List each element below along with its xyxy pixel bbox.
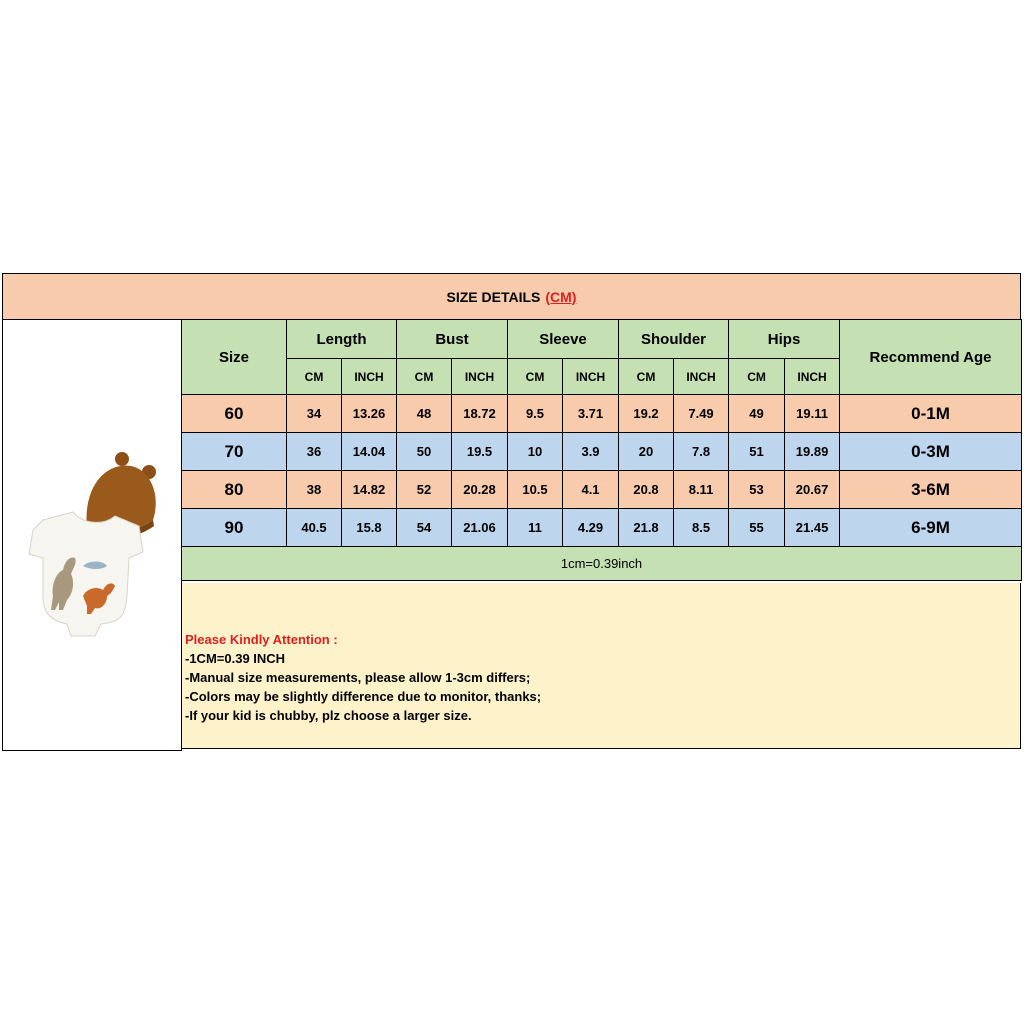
value-cell: 34 <box>287 395 342 433</box>
subheader-cm: CM <box>397 359 452 395</box>
value-cell: 3.71 <box>563 395 619 433</box>
value-cell: 14.04 <box>342 433 397 471</box>
age-cell: 6-9M <box>840 509 1022 547</box>
value-cell: 11 <box>508 509 563 547</box>
subheader-inch: INCH <box>674 359 729 395</box>
age-cell: 3-6M <box>840 471 1022 509</box>
value-cell: 19.89 <box>785 433 840 471</box>
value-cell: 18.72 <box>452 395 508 433</box>
table-row <box>182 471 1022 509</box>
value-cell: 14.82 <box>342 471 397 509</box>
value-cell: 51 <box>729 433 785 471</box>
value-cell: 7.8 <box>674 433 729 471</box>
subheader-inch: INCH <box>785 359 840 395</box>
table-row <box>182 509 1022 547</box>
value-cell: 4.1 <box>563 471 619 509</box>
header-recommend-age: Recommend Age <box>840 320 1022 395</box>
size-cell: 90 <box>182 509 287 547</box>
product-image-cell <box>2 319 182 751</box>
value-cell: 53 <box>729 471 785 509</box>
value-cell: 19.5 <box>452 433 508 471</box>
age-cell: 0-1M <box>840 395 1022 433</box>
header-length: Length <box>287 320 397 359</box>
header-hips: Hips <box>729 320 840 359</box>
subheader-cm: CM <box>287 359 342 395</box>
value-cell: 10.5 <box>508 471 563 509</box>
age-cell: 0-3M <box>840 433 1022 471</box>
value-cell: 7.49 <box>674 395 729 433</box>
value-cell: 36 <box>287 433 342 471</box>
size-cell: 70 <box>182 433 287 471</box>
size-table <box>181 319 1022 581</box>
notes-line: -Colors may be slightly difference due to monitor, thanks; <box>185 689 542 704</box>
subheader-inch: INCH <box>342 359 397 395</box>
value-cell: 52 <box>397 471 452 509</box>
subheader-cm: CM <box>619 359 674 395</box>
value-cell: 49 <box>729 395 785 433</box>
value-cell: 38 <box>287 471 342 509</box>
value-cell: 4.29 <box>563 509 619 547</box>
product-image <box>3 320 181 750</box>
value-cell: 55 <box>729 509 785 547</box>
title-bar <box>2 273 1021 319</box>
value-cell: 19.2 <box>619 395 674 433</box>
value-cell: 15.8 <box>342 509 397 547</box>
value-cell: 10 <box>508 433 563 471</box>
value-cell: 21.8 <box>619 509 674 547</box>
header-shoulder: Shoulder <box>619 320 729 359</box>
subheader-cm: CM <box>729 359 785 395</box>
baby-romper-image <box>29 512 143 636</box>
value-cell: 48 <box>397 395 452 433</box>
subheader-cm: CM <box>508 359 563 395</box>
notes-line: -If your kid is chubby, plz choose a larger size. <box>185 708 472 723</box>
value-cell: 50 <box>397 433 452 471</box>
value-cell: 20.67 <box>785 471 840 509</box>
value-cell: 20.28 <box>452 471 508 509</box>
conversion-note: 1cm=0.39inch <box>182 547 1022 581</box>
header-size: Size <box>182 320 287 395</box>
value-cell: 40.5 <box>287 509 342 547</box>
value-cell: 8.5 <box>674 509 729 547</box>
size-chart <box>2 273 1021 751</box>
value-cell: 3.9 <box>563 433 619 471</box>
size-cell: 60 <box>182 395 287 433</box>
title-unit: (CM) <box>545 288 577 305</box>
size-cell: 80 <box>182 471 287 509</box>
value-cell: 9.5 <box>508 395 563 433</box>
value-cell: 21.45 <box>785 509 840 547</box>
header-sleeve: Sleeve <box>508 320 619 359</box>
table-row <box>182 395 1022 433</box>
subheader-inch: INCH <box>563 359 619 395</box>
notes-line: -Manual size measurements, please allow 1-3cm differs; <box>185 670 531 685</box>
notes-panel <box>181 583 1021 749</box>
value-cell: 20 <box>619 433 674 471</box>
notes-heading: Please Kindly Attention : <box>185 632 338 647</box>
table-row <box>182 433 1022 471</box>
value-cell: 13.26 <box>342 395 397 433</box>
header-bust: Bust <box>397 320 508 359</box>
title-text: SIZE DETAILS <box>446 288 541 305</box>
value-cell: 54 <box>397 509 452 547</box>
subheader-inch: INCH <box>452 359 508 395</box>
value-cell: 19.11 <box>785 395 840 433</box>
value-cell: 8.11 <box>674 471 729 509</box>
value-cell: 21.06 <box>452 509 508 547</box>
value-cell: 20.8 <box>619 471 674 509</box>
notes-line: -1CM=0.39 INCH <box>185 651 286 666</box>
